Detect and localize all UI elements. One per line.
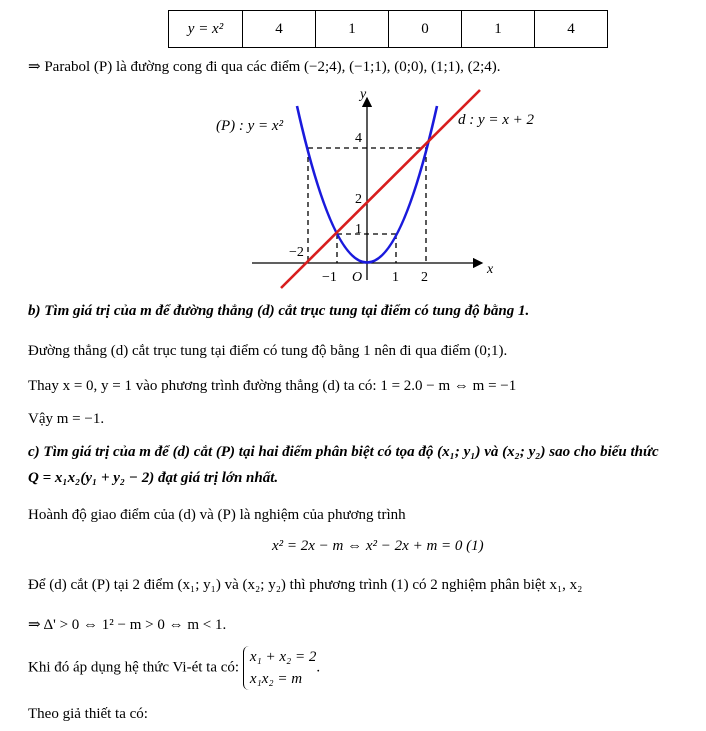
vieta-product: x₁x₂ = m [249,671,303,687]
part-b-conclusion: Vậy m = −1. [28,411,105,427]
part-c-line-3: ⇒ Δ' > 0 ⇔ 1² − m > 0 ⇔ m < 1. [28,617,227,633]
origin-label: O [352,270,363,285]
part-c-heading-1: c) Tìm giá trị của m để (d) cắt (P) tại hai điểm phân biệt có tọa độ (x₁; y₁) và (x₂; y₂) sao cho biểu thức [28,444,659,460]
line-label: d : y = x + 2 [458,112,535,128]
part-c-heading-2: Q = x₁x₂(y₁ + y₂ − 2) đạt giá trị lớn nhất. [28,470,279,486]
table-row [169,11,608,48]
y-axis-label: y [360,87,367,102]
part-b-line-2: Thay x = 0, y = 1 vào phương trình đường thẳng (d) ta có: 1 = 2.0 − m ⇔ m = −1 [28,378,517,394]
vieta-block [28,646,320,690]
part-b-line-1: Đường thẳng (d) cắt trục tung tại điểm có tung độ bằng 1 nên đi qua điểm (0;1). [28,343,508,359]
x-tick-label: 2 [421,270,428,285]
table-cell: 1 [462,11,535,48]
table-cell: 4 [535,11,608,48]
parabola-label: (P) : y = x² [216,118,284,134]
part-c-line-5: Theo giả thiết ta có: [28,706,148,722]
y-tick-label: 1 [355,222,362,237]
y-tick-label: 2 [355,192,362,207]
x-tick-label: 1 [392,270,399,285]
vieta-end: . [316,659,321,676]
table-cell: 4 [243,11,316,48]
quadratic-equation: x² = 2x − m ⇔ x² − 2x + m = 0 (1) [272,538,484,554]
x-tick-label: −1 [322,270,337,285]
table-row-label: y = x² [169,11,243,48]
part-c-line-1: Hoành độ giao điểm của (d) và (P) là nghiệm của phương trình [28,507,406,523]
table-cell: 1 [316,11,389,48]
vieta-system [243,646,317,690]
line-d [281,90,480,288]
function-graph [0,80,706,290]
x-tick-label: −2 [289,245,304,260]
y-tick-label: 4 [355,131,362,146]
part-b-heading: b) Tìm giá trị của m để đường thẳng (d) cắt trục tung tại điểm có tung độ bằng 1. [28,303,530,319]
parabola-points-line: ⇒ Parabol (P) là đường cong đi qua các điểm (−2;4), (−1;1), (0;0), (1;1), (2;4). [28,59,501,75]
table-cell: 0 [389,11,462,48]
part-c-line-2: Để (d) cắt (P) tại 2 điểm (x₁; y₁) và (x₂; y₂) thì phương trình (1) có 2 nghiệm phân biệt x₁, x₂ [28,577,583,593]
x-axis-label: x [487,262,494,277]
vieta-sum: x₁ + x₂ = 2 [249,649,317,665]
value-table [168,10,608,48]
part-c-line-4: Khi đó áp dụng hệ thức Vi-ét ta có: [28,659,240,676]
